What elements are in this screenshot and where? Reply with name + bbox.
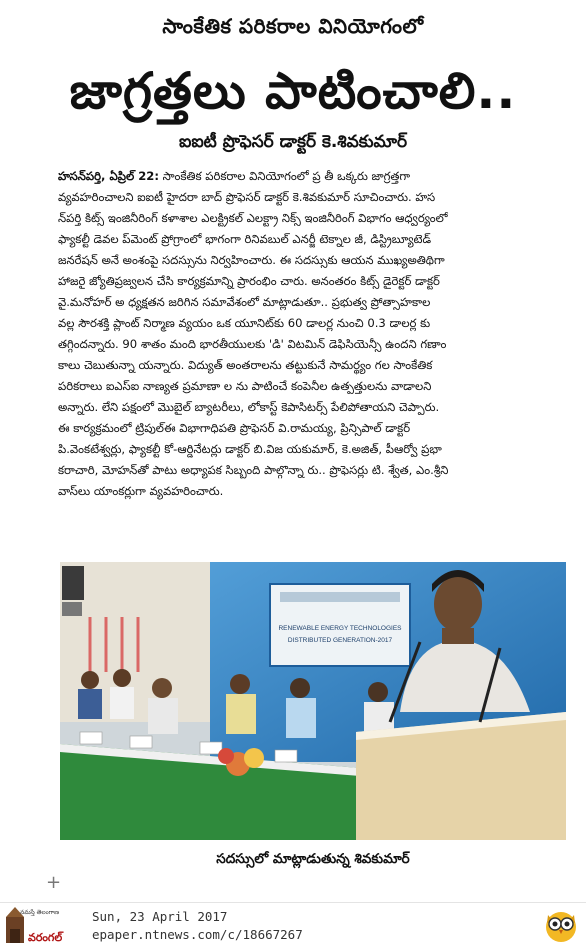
body-line: వల్ల సౌరశక్తి ప్లాంట్ నిర్మాణ వ్యయం ఒక యూనిట్‌కు 60 డాలర్ల నుంచి 0.3 డాలర్ల కు: [58, 316, 431, 330]
article-kicker: సాంకేతిక పరికరాల వినియోగంలో: [162, 14, 424, 38]
logo-edition: వరంగల్: [28, 931, 63, 944]
article-dateline: హసన్‌పర్తి, ఏప్రిల్ 22:: [58, 169, 159, 183]
body-line: వాస్‌లు యాంకర్లుగా వ్యవహరించారు.: [58, 484, 224, 498]
body-line: కాలు చెబుతున్నా యన్నారు. విద్యుత్ అంతరాలను తట్టుకునే సామర్థ్యం గల సాంకేతిక: [58, 358, 433, 372]
article-photo: [60, 562, 566, 840]
body-line-text: సాంకేతిక పరికరాల వినియోగంలో ప్ర తీ ఒక్కరు జాగ్రత్తగా: [158, 169, 411, 183]
plus-icon: +: [46, 872, 62, 893]
body-line: పి.వెంకటేశ్వర్లు, ఫ్యాకల్టీ కో-ఆర్డినేటర్లు డాక్టర్ బి.విజ యకుమార్, కె.అజిత్, పీఆర్వో ప్రభా: [58, 442, 442, 456]
newspaper-logo: [6, 907, 68, 945]
body-line: పరికరాలు ఐఎస్‌ఐ నాణ్యత ప్రమాణా ల ను పాటించే కంపెనీల ఉత్పత్తులను వాడాలని: [58, 379, 432, 393]
article-byline: ఐఐటీ ప్రొఫెసర్ డాక్టర్ కె.శివకుమార్: [178, 132, 408, 152]
body-line: అన్నారు. లేని పక్షంలో మొబైల్ బ్యాటరీలు, లోకాస్ట్ కెపాసిటర్స్ పేలిపోతాయని చెప్పారు.: [58, 400, 440, 414]
body-line: వై.మనోహర్ అ ధ్యక్షతన జరిగిన సమావేశంలో మాట్లాడుతూ.. ప్రభుత్వ ప్రోత్సాహకాల: [58, 295, 431, 309]
body-line: వ్యవహరించాలని ఐఐటీ హైదరా బాద్ ప్రొఫెసర్ డాక్టర్ కె.శివకుమార్ సూచించారు. హస: [58, 190, 436, 204]
body-line: న్‌పర్తి కిట్స్ ఇంజినీరింగ్ కళాశాల ఎలక్ట్రికల్ ఎలక్ట్రా నిక్స్ ఇంజినీరింగ్ విభాగం ఆధ్వర్యంలో: [58, 211, 448, 225]
banner-line: RENEWABLE ENERGY TECHNOLOGIES: [278, 625, 402, 632]
body-line: జనరేషన్ అనే అంశంపై సదస్సును నిర్వహించారు. ఈ సదస్సుకు ఆయన ముఖ్యఅతిథిగా: [58, 253, 445, 267]
photo-caption: సదస్సులో మాట్లాడుతున్న శివకుమార్: [216, 851, 410, 867]
owl-icon: [544, 907, 578, 943]
article-body: [58, 166, 560, 502]
seminar-photo-illustration: [60, 562, 566, 840]
banner-line: DISTRIBUTED GENERATION-2017: [287, 637, 393, 644]
body-line: ఫ్యాకల్టీ డెవల ప్‌మెంట్ ప్రోగ్రాంలో భాగంగా రినివబుల్ ఎనర్జీ టెక్నాల జీ, డిస్ట్రిబ్యూటెడ్: [58, 232, 432, 246]
epaper-link[interactable]: epaper.ntnews.com/c/18667267: [92, 927, 303, 942]
body-line: కరాచారి, మోహన్‌తో పాటు అధ్యాపక సిబ్బంది పాల్గొన్నా రు.. ప్రొఫెసర్లు టి. శ్వేత, ఎం.శ్రీని: [58, 463, 449, 477]
body-line: తగ్గిందన్నారు. 90 శాతం మంది భారతీయులకు 'డి' విటమిన్ డెఫిసియెన్సీ ఉందని గణాం: [58, 337, 447, 351]
body-line: [58, 166, 560, 187]
edition-date: Sun, 23 April 2017: [92, 909, 228, 924]
logo-title: నమస్తే తెలంగాణ: [20, 909, 60, 916]
epaper-footer: [0, 902, 586, 947]
body-line: హాజరై జ్యోతిప్రజ్వలన చేసి కార్యక్రమాన్ని ప్రారంభిం చారు. అనంతరం కిట్స్ డైరెక్టర్ డాక్టర్: [58, 274, 440, 288]
body-line: ఈ కార్యక్రమంలో ట్రిపుల్‌ఈ విభాగాధిపతి ప్రొఫెసర్ వి.రామయ్య, ప్రిన్సిపాల్ డాక్టర్: [58, 421, 411, 435]
article-headline: జాగ్రత్తలు పాటించాలి..: [69, 62, 517, 120]
